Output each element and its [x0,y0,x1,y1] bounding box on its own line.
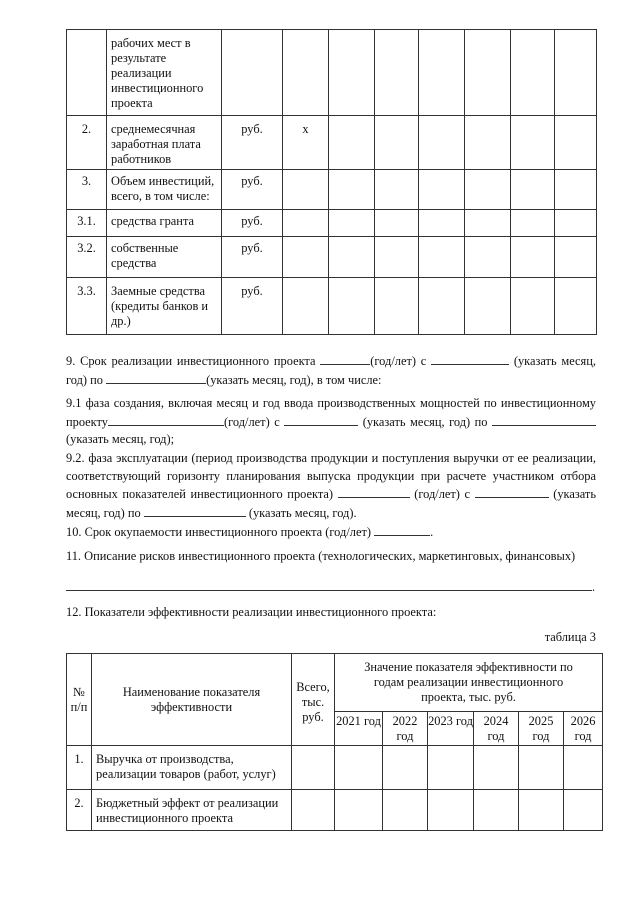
blank-field[interactable] [106,371,206,384]
table-cell[interactable] [375,210,419,237]
row-number: 3.3. [67,278,107,335]
year-header: 2023 год [428,712,474,746]
row-number [67,30,107,116]
table-cell[interactable] [292,790,335,831]
table-cell[interactable] [383,790,428,831]
row-name: Выручка от производства, реализации товаров (работ, услуг) [92,746,292,790]
paragraph-text: 9. Срок реализации инвестиционного проекта [66,354,316,368]
table-cell[interactable] [555,116,597,170]
row-number: 3.2. [67,237,107,278]
blank-field[interactable] [374,523,430,536]
blank-field[interactable] [284,413,358,426]
paragraph-9-2 [66,450,596,522]
table-header-row [67,654,603,712]
row-number: 2. [67,790,92,831]
efficiency-table [66,653,603,831]
year-header: 2022 год [383,712,428,746]
paragraph-text: . [430,525,434,539]
paragraph-text: (год/лет) с [223,414,280,429]
table-cell[interactable] [419,116,465,170]
table-cell[interactable] [555,237,597,278]
table-cell[interactable] [564,790,603,831]
paragraph-text: (указать месяц, год); [66,432,175,446]
table-cell[interactable] [465,116,511,170]
table-cell[interactable] [465,30,511,116]
table-cell[interactable] [465,237,511,278]
table-cell[interactable] [511,237,555,278]
paragraph-text: 12. Показатели эффективности реализации инвестиционного проекта: [66,605,437,619]
table-cell[interactable] [555,210,597,237]
row-unit: руб. [222,278,283,335]
blank-field[interactable] [475,485,549,498]
table-cell[interactable] [375,237,419,278]
blank-field[interactable] [320,352,370,365]
blank-line[interactable] [66,590,592,591]
header-number: № п/п [67,654,92,746]
row-unit: руб. [222,170,283,210]
row-name: Заемные средства (кредиты банков и др.) [107,278,222,335]
header-values: Значение показателя эффективности по годам реализации инвестиционного проекта, тыс. руб. [335,654,603,712]
row-number: 1. [67,746,92,790]
paragraph-text: (год/лет) с [370,354,427,368]
row-name: собственные средства [107,237,222,278]
table-cell[interactable] [329,237,375,278]
table-cell[interactable] [428,790,474,831]
paragraph-text: 9.2. фаза эксплуатации (период производства продукции и поступления выручки от ее реализации, соответствующий горизонту планирования выпуска продукции при расчете участником отбора основных показателей инвестиционного проекта) [66,451,596,501]
paragraph-9-1 [66,395,596,449]
row-number: 3. [67,170,107,210]
year-header: 2025 год [519,712,564,746]
table-row [67,237,597,278]
table-row [67,278,597,335]
table-cell[interactable] [555,30,597,116]
table-cell[interactable] [419,170,465,210]
table-cell[interactable] [329,170,375,210]
table-cell[interactable] [564,746,603,790]
table-cell[interactable] [474,746,519,790]
row-name: средства гранта [107,210,222,237]
table-cell[interactable] [519,746,564,790]
table-cell[interactable] [474,790,519,831]
table-cell[interactable] [375,30,419,116]
paragraph-text: (указать месяц, год). [248,505,357,520]
table-cell[interactable] [511,210,555,237]
paragraph-12 [66,604,596,622]
row-unit: руб. [222,237,283,278]
table-cell[interactable] [465,278,511,335]
row-name: Бюджетный эффект от реализации инвестиционного проекта [92,790,292,831]
row-mark [283,210,329,237]
paragraph-text: 10. Срок окупаемости инвестиционного проекта (год/лет) [66,525,371,539]
line-end-period: . [592,580,596,594]
indicators-table [66,29,597,335]
table-row [67,30,597,116]
blank-field[interactable] [338,485,410,498]
paragraph-text: (указать месяц, год), в том числе: [206,372,382,387]
table-cell[interactable] [465,210,511,237]
table-cell[interactable] [419,30,465,116]
row-mark [283,278,329,335]
row-mark [283,30,329,116]
year-header: 2024 год [474,712,519,746]
row-mark [283,237,329,278]
table-cell[interactable] [335,790,383,831]
paragraph-text: 9.1 фаза создания, включая месяц и год ввода производственных мощностей по инвестиционному проекту [66,396,596,429]
table-cell[interactable] [511,30,555,116]
paragraph-text: (указать месяц, год) по [66,354,596,387]
year-header: 2026 год [564,712,603,746]
header-total: Всего, тыс. руб. [292,654,335,746]
table-cell[interactable] [383,746,428,790]
table-row [67,210,597,237]
table-cell[interactable] [419,237,465,278]
table-cell[interactable] [519,790,564,831]
paragraph-text: (указать месяц, год) по [362,414,488,429]
row-unit [222,30,283,116]
year-header: 2021 год [335,712,383,746]
table-label: таблица 3 [544,630,596,644]
blank-field[interactable] [108,413,224,426]
row-unit: руб. [222,116,283,170]
table-row [67,170,597,210]
table-cell[interactable] [555,278,597,335]
paragraph-11 [66,548,596,566]
row-name: рабочих мест в результате реализации инвестиционного проекта [107,30,222,116]
row-mark: х [283,116,329,170]
row-number: 2. [67,116,107,170]
table-cell[interactable] [511,170,555,210]
table-cell[interactable] [511,278,555,335]
row-number: 3.1. [67,210,107,237]
table-cell[interactable] [511,116,555,170]
table-cell[interactable] [375,278,419,335]
table-cell[interactable] [375,116,419,170]
blank-field[interactable] [431,352,509,365]
row-name: среднемесячная заработная плата работников [107,116,222,170]
paragraph-text: 11. Описание рисков инвестиционного проекта (технологических, маркетинговых, финансовых) [66,549,576,563]
blank-field[interactable] [144,504,246,517]
table-cell[interactable] [329,210,375,237]
table-cell[interactable] [419,210,465,237]
table-cell[interactable] [329,278,375,335]
table-cell[interactable] [419,278,465,335]
table-cell[interactable] [335,746,383,790]
table-cell[interactable] [375,170,419,210]
blank-field[interactable] [492,413,596,426]
table-cell[interactable] [329,116,375,170]
paragraph-10 [66,523,596,542]
table-row [67,746,603,790]
paragraph-text: (указать месяц, год) по [66,487,596,520]
table-cell[interactable] [555,170,597,210]
row-name: Объем инвестиций, всего, в том числе: [107,170,222,210]
paragraph-9 [66,352,596,389]
header-name: Наименование показателя эффективности [92,654,292,746]
row-unit: руб. [222,210,283,237]
paragraph-text: (год/лет) с [414,487,471,501]
table-cell[interactable] [428,746,474,790]
table-cell[interactable] [292,746,335,790]
row-mark [283,170,329,210]
table-cell[interactable] [465,170,511,210]
table-row [67,790,603,831]
table-row [67,116,597,170]
table-cell[interactable] [329,30,375,116]
